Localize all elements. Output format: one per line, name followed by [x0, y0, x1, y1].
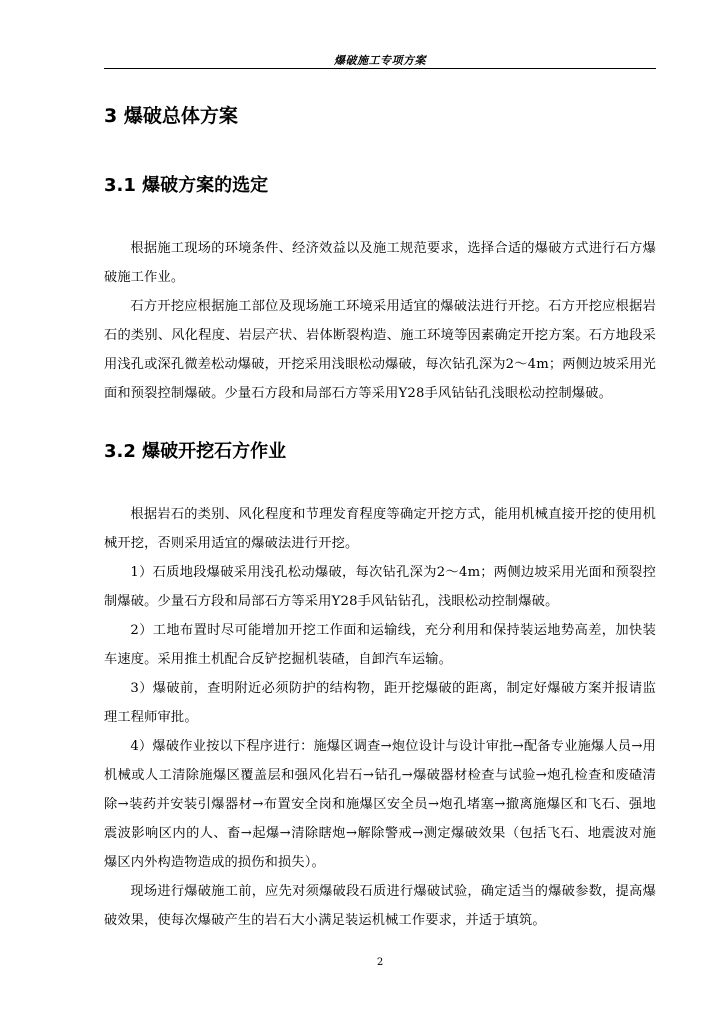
section-heading: 3 爆破总体方案 — [104, 105, 238, 127]
list-item-paragraph: 3）爆破前，查明附近必须防护的结构物，距开挖爆破的距离，制定好爆破方案并报请监理工程师审批。 — [104, 681, 656, 725]
list-item-paragraph: 4）爆破作业按以下程序进行：施爆区调查→炮位设计与设计审批→配备专业施爆人员→用机械或人工清除施爆区覆盖层和强风化岩石→钻孔→爆破器材检查与试验→炮孔检查和废碴清除→装药并安装引爆器材→布置安全岗和施爆区安全员→炮孔堵塞→撤离施爆区和飞石、强地震波影响区内的人、畜→起爆→清除瞎炮→解除警戒→测定爆破效果（包括飞石、地震波对施爆区内外构造物造成的损伤和损失）。 — [104, 739, 656, 870]
list-item-paragraph: 1）石质地段爆破采用浅孔松动爆破，每次钻孔深为2～4m；两侧边坡采用光面和预裂控制爆破。少量石方段和局部石方等采用Y28手风钻钻孔，浅眼松动控制爆破。 — [104, 565, 656, 609]
header-rule — [104, 68, 656, 69]
page-number: 2 — [376, 957, 384, 968]
paragraph: 现场进行爆破施工前，应先对须爆破段石质进行爆破试验，确定适当的爆破参数，提高爆破效果，使每次爆破产生的岩石大小满足装运机械工作要求，并适于填筑。 — [104, 884, 656, 928]
running-header: 爆破施工专项方案 — [334, 54, 426, 67]
subsection-3-1-body — [104, 234, 656, 408]
subsection-3-2-body — [104, 500, 656, 935]
paragraph: 根据岩石的类别、风化程度和节理发育程度等确定开挖方式，能用机械直接开挖的使用机械开挖，否则采用适宜的爆破法进行开挖。 — [104, 507, 656, 551]
page-content — [104, 96, 656, 935]
list-item-paragraph: 2）工地布置时尽可能增加开挖工作面和运输线，充分利用和保持装运地势高差，加快装车速度。采用推土机配合反铲挖掘机装碴，自卸汽车运输。 — [104, 623, 656, 667]
subsection-heading-3-1: 3.1 爆破方案的选定 — [104, 175, 269, 196]
paragraph: 根据施工现场的环境条件、经济效益以及施工规范要求，选择合适的爆破方式进行石方爆破施工作业。 — [104, 241, 656, 285]
paragraph: 石方开挖应根据施工部位及现场施工环境采用适宜的爆破法进行开挖。石方开挖应根据岩石的类别、风化程度、岩层产状、岩体断裂构造、施工环境等因素确定开挖方案。石方地段采用浅孔或深孔微差松动爆破，开挖采用浅眼松动爆破，每次钻孔深为2～4m；两侧边坡采用光面和预裂控制爆破。少量石方段和局部石方等采用Y28手风钻钻孔浅眼松动控制爆破。 — [104, 299, 656, 401]
subsection-heading-3-2: 3.2 爆破开挖石方作业 — [104, 441, 287, 462]
